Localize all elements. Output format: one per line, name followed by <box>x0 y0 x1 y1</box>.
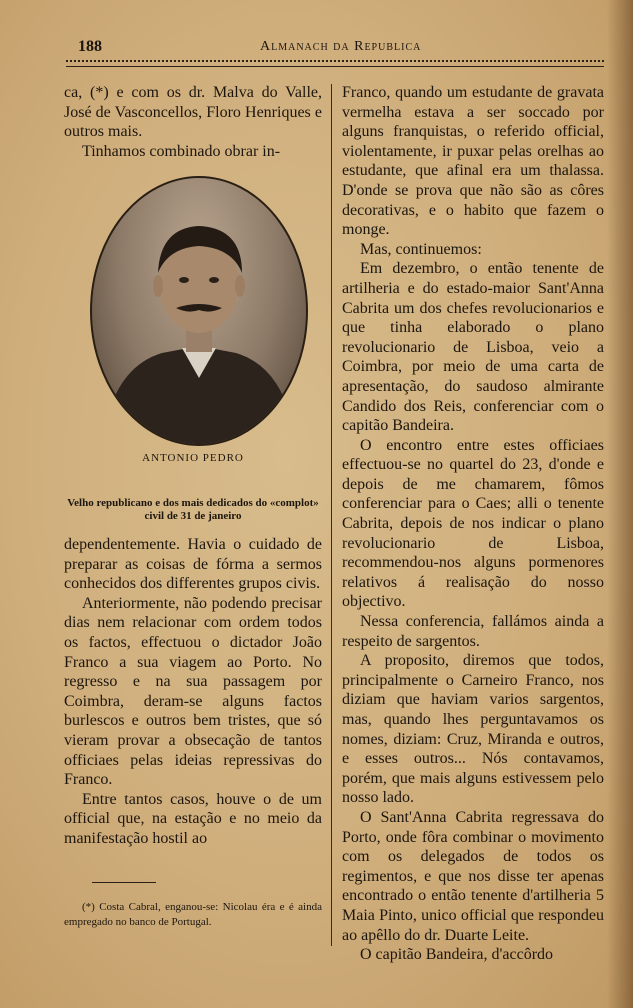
paragraph: A proposito, diremos que todos, principalmente o Carneiro Franco, nos diziam que haviam varios sargentos, mas, quando lhes perguntavamos os nomes, diziam: Cruz, Miranda e outros, e esses outros... Nós contavamos, porém, que mais alguns estivessem pelo nosso lado. <box>342 652 604 807</box>
left-column-top <box>64 83 322 161</box>
paragraph: O encontro entre estes officiaes effectuou-se no quartel do 23, d'onde e depois de me chamarem, fômos conferenciar para o Caes; alli o tenente Cabrita, depois de nos indicar o plano revolucionario de Lisboa, recommendou-nos alguns pormenores relativos á realisação do nosso objectivo. <box>342 436 604 611</box>
page-edge-shadow <box>607 0 633 1008</box>
footnote-text: (*) Costa Cabral, enganou-se: Nicolau éra e é ainda empregado no banco de Portugal. <box>64 901 322 928</box>
paragraph: ca, (*) e com os dr. Malva do Valle, José de Vasconcellos, Floro Henriques e outros mais. <box>64 84 322 141</box>
column-divider <box>331 84 332 946</box>
paragraph: Em dezembro, o então tenente de artilheria e do estado-maior Sant'Anna Cabrita um dos chefes revolucionarios e que tinha elaborado o plano revolucionario de Lisboa, veio a Coimbra, por meio de uma carta de apresentação, do saudoso almirante Candido dos Reis, conferenciar com o capitão Bandeira. <box>342 260 604 435</box>
page-number: 188 <box>78 38 102 55</box>
paragraph: Franco, quando um estudante de gravata vermelha estava a ser soccado por alguns franquistas, o referido official, violentamente, ir puxar pelas orelhas ao estudante, que afinal era um thalassa. D'onde se prova que não são as côres decorativas, e o habito que fazem o monge. <box>342 84 604 239</box>
paragraph: O Sant'Anna Cabrita regressava do Porto, onde fôra combinar o movimento com os delegados de todos os regimentos, e que nos disse ter apenas encontrado o então tenente d'artilheria 5 Maia Pinto, unico official que respondeu ao apêllo do dr. Duarte Leite. <box>342 808 604 944</box>
running-title: Almanach da Republica <box>260 39 422 54</box>
portrait-illustration <box>92 178 306 444</box>
footnote <box>64 900 322 930</box>
paragraph: Mas, continuemos: <box>360 240 482 258</box>
paragraph: Tinhamos combinado obrar in- <box>82 142 281 160</box>
paragraph: dependentemente. Havia o cuidado de preparar as coisas de fórma a sermos conhecidos dos differentes grupos civis. <box>64 536 322 593</box>
paragraph: O capitão Bandeira, d'accôrdo <box>360 946 554 964</box>
paragraph: Entre tantos casos, houve o de um official que, na estação e no meio da manifestação hostil ao <box>64 790 322 847</box>
header-rule <box>66 60 604 67</box>
portrait-photo <box>90 176 308 446</box>
portrait-caption-name: ANTONIO PEDRO <box>142 452 244 464</box>
left-column-bottom <box>64 535 322 849</box>
paragraph: Nessa conferencia, fallámos ainda a respeito de sargentos. <box>342 613 604 650</box>
portrait-caption-description: Velho republicano e dos mais dedicados do «complot» civil de 31 de janeiro <box>67 497 319 522</box>
page-header <box>78 38 606 60</box>
footnote-rule <box>92 882 156 883</box>
right-column <box>342 83 604 965</box>
paragraph: Anteriormente, não podendo precisar dias nem relacionar com ordem todos os factos, effectuou o dictador João Franco a sua viagem ao Porto. No regresso e na sua passagem por Coimbra, deram-se alguns factos burlescos e outros bem tristes, que só vieram provar a obsecação de tantos officiaes pelas ideias repressivas do Franco. <box>64 594 322 789</box>
